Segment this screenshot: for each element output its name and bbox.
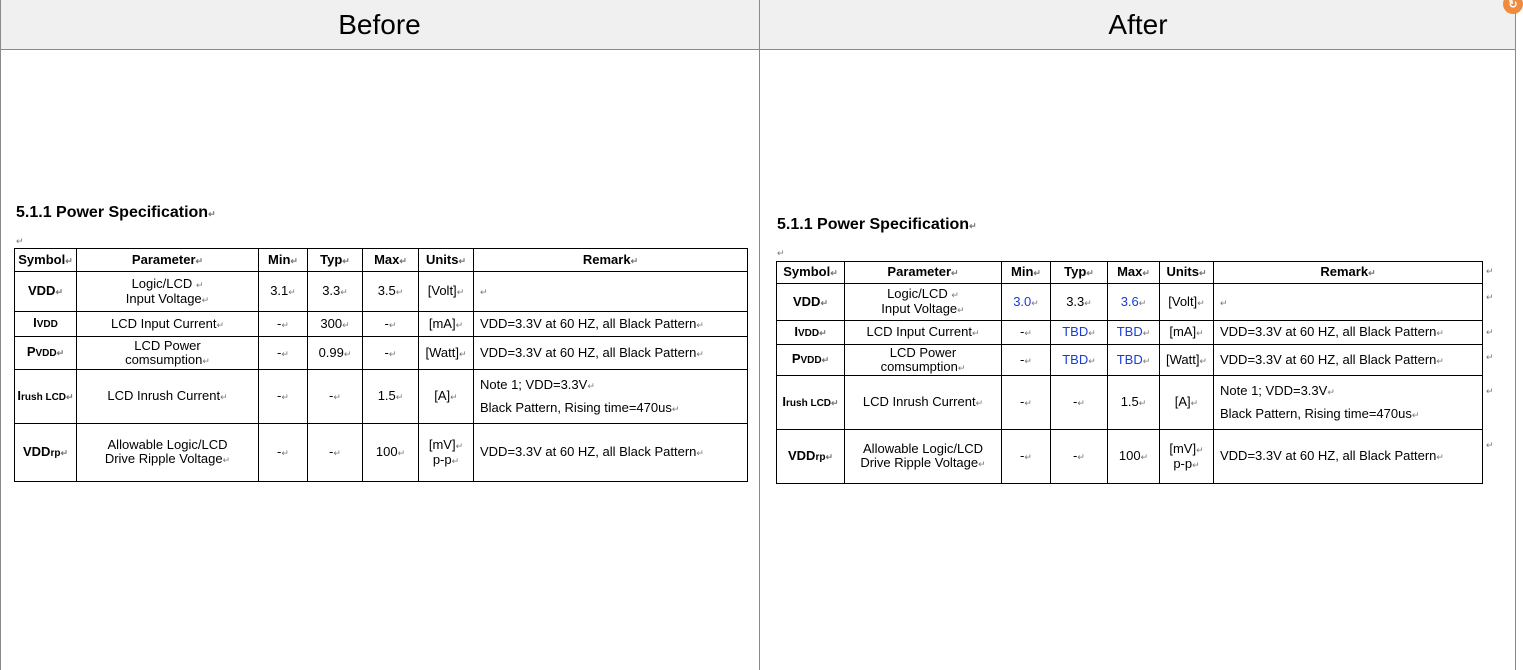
symbol-cell: VDDrp↵: [777, 430, 845, 484]
parameter-cell: Logic/LCD ↵ Input Voltage↵: [845, 284, 1002, 321]
symbol-cell: VDD↵: [777, 284, 845, 321]
before-section-title: 5.1.1 Power Specification↵: [16, 204, 216, 221]
header-parameter: Parameter↵: [845, 262, 1002, 284]
right-edge: [1515, 0, 1516, 670]
max-cell: 1.5↵: [1108, 376, 1160, 430]
after-section-title: 5.1.1 Power Specification↵: [777, 216, 977, 233]
parameter-cell: LCD Inrush Current↵: [77, 370, 259, 424]
typ-cell: 3.3↵: [1051, 284, 1108, 321]
units-cell: [mV]↵ p-p↵: [419, 424, 474, 482]
table-row: [15, 272, 748, 312]
typ-cell: TBD↵: [1051, 345, 1108, 376]
left-edge: [0, 0, 1, 670]
table-row: [15, 424, 748, 482]
typ-cell: -↵: [308, 370, 363, 424]
table-row: [15, 312, 748, 337]
parameter-cell: Allowable Logic/LCD Drive Ripple Voltage↵: [77, 424, 259, 482]
min-cell: -↵: [259, 337, 308, 370]
remark-cell: VDD=3.3V at 60 HZ, all Black Pattern↵: [1214, 345, 1483, 376]
row-end-mark: ↵: [1486, 440, 1494, 450]
units-cell: [mA]↵: [419, 312, 474, 337]
units-cell: [A]↵: [1160, 376, 1214, 430]
units-cell: [mV]↵ p-p↵: [1160, 430, 1214, 484]
row-end-mark: ↵: [1486, 386, 1494, 396]
parameter-cell: LCD Input Current↵: [77, 312, 259, 337]
min-cell: 3.0↵: [1002, 284, 1051, 321]
table-row: [777, 321, 1483, 345]
typ-cell: TBD↵: [1051, 321, 1108, 345]
max-cell: 3.5↵: [363, 272, 419, 312]
symbol-cell: Irush LCD↵: [15, 370, 77, 424]
row-end-mark: ↵: [1486, 292, 1494, 302]
typ-cell: -↵: [1051, 376, 1108, 430]
column-divider: [759, 0, 760, 670]
min-cell: -↵: [1002, 345, 1051, 376]
remark-cell: VDD=3.3V at 60 HZ, all Black Pattern↵: [474, 312, 748, 337]
max-cell: 100↵: [1108, 430, 1160, 484]
symbol-cell: PVDD↵: [777, 345, 845, 376]
header-units: Units↵: [1160, 262, 1214, 284]
header-symbol: Symbol↵: [777, 262, 845, 284]
remark-cell: VDD=3.3V at 60 HZ, all Black Pattern↵: [1214, 430, 1483, 484]
header-remark: Remark↵: [1214, 262, 1483, 284]
table-row: [15, 337, 748, 370]
paragraph-mark: ↵: [777, 248, 785, 258]
table-header-row: [15, 249, 748, 272]
parameter-cell: LCD Power comsumption↵: [77, 337, 259, 370]
max-cell: TBD↵: [1108, 321, 1160, 345]
units-cell: [Volt]↵: [419, 272, 474, 312]
header-remark: Remark↵: [474, 249, 748, 272]
units-cell: [mA]↵: [1160, 321, 1214, 345]
table-row: [777, 345, 1483, 376]
min-cell: -↵: [259, 424, 308, 482]
symbol-cell: VDDrp↵: [15, 424, 77, 482]
units-cell: [Watt]↵: [1160, 345, 1214, 376]
row-end-mark: ↵: [1486, 352, 1494, 362]
units-cell: [Volt]↵: [1160, 284, 1214, 321]
symbol-cell: PVDD↵: [15, 337, 77, 370]
symbol-cell: IVDD: [15, 312, 77, 337]
after-spec-table: [776, 261, 1483, 484]
remark-cell: Note 1; VDD=3.3V↵ Black Pattern, Rising time=470us↵: [474, 370, 748, 424]
table-row: [777, 284, 1483, 321]
row-end-mark: ↵: [1486, 266, 1494, 276]
header-min: Min↵: [1002, 262, 1051, 284]
units-cell: [A]↵: [419, 370, 474, 424]
header-parameter: Parameter↵: [77, 249, 259, 272]
min-cell: -↵: [1002, 430, 1051, 484]
table-row: [777, 376, 1483, 430]
parameter-cell: LCD Power comsumption↵: [845, 345, 1002, 376]
notification-badge-icon[interactable]: ↻: [1503, 0, 1523, 14]
header-symbol: Symbol↵: [15, 249, 77, 272]
typ-cell: 0.99↵: [308, 337, 363, 370]
typ-cell: 3.3↵: [308, 272, 363, 312]
after-column-title: After: [1108, 9, 1168, 40]
before-column-title: Before: [338, 9, 421, 40]
remark-cell: VDD=3.3V at 60 HZ, all Black Pattern↵: [474, 424, 748, 482]
parameter-cell: Allowable Logic/LCD Drive Ripple Voltage↵: [845, 430, 1002, 484]
typ-cell: 300↵: [308, 312, 363, 337]
typ-cell: -↵: [308, 424, 363, 482]
typ-cell: -↵: [1051, 430, 1108, 484]
remark-cell: VDD=3.3V at 60 HZ, all Black Pattern↵: [474, 337, 748, 370]
header-min: Min↵: [259, 249, 308, 272]
before-spec-table: [14, 248, 748, 482]
header-max: Max↵: [363, 249, 419, 272]
header-typ: Typ↵: [308, 249, 363, 272]
remark-cell: VDD=3.3V at 60 HZ, all Black Pattern↵: [1214, 321, 1483, 345]
parameter-cell: LCD Input Current↵: [845, 321, 1002, 345]
parameter-cell: Logic/LCD ↵ Input Voltage↵: [77, 272, 259, 312]
min-cell: -↵: [1002, 376, 1051, 430]
min-cell: -↵: [1002, 321, 1051, 345]
remark-cell: ↵: [474, 272, 748, 312]
min-cell: -↵: [259, 370, 308, 424]
remark-cell: Note 1; VDD=3.3V↵ Black Pattern, Rising time=470us↵: [1214, 376, 1483, 430]
header-units: Units↵: [419, 249, 474, 272]
paragraph-mark: ↵: [16, 236, 24, 246]
header-max: Max↵: [1108, 262, 1160, 284]
max-cell: 100↵: [363, 424, 419, 482]
table-row: [777, 430, 1483, 484]
max-cell: 3.6↵: [1108, 284, 1160, 321]
parameter-cell: LCD Inrush Current↵: [845, 376, 1002, 430]
max-cell: -↵: [363, 312, 419, 337]
symbol-cell: IVDD↵: [777, 321, 845, 345]
header-typ: Typ↵: [1051, 262, 1108, 284]
symbol-cell: Irush LCD↵: [777, 376, 845, 430]
table-row: [15, 370, 748, 424]
max-cell: 1.5↵: [363, 370, 419, 424]
max-cell: -↵: [363, 337, 419, 370]
units-cell: [Watt]↵: [419, 337, 474, 370]
remark-cell: ↵: [1214, 284, 1483, 321]
min-cell: -↵: [259, 312, 308, 337]
row-end-mark: ↵: [1486, 327, 1494, 337]
min-cell: 3.1↵: [259, 272, 308, 312]
symbol-cell: VDD↵: [15, 272, 77, 312]
max-cell: TBD↵: [1108, 345, 1160, 376]
table-header-row: [777, 262, 1483, 284]
